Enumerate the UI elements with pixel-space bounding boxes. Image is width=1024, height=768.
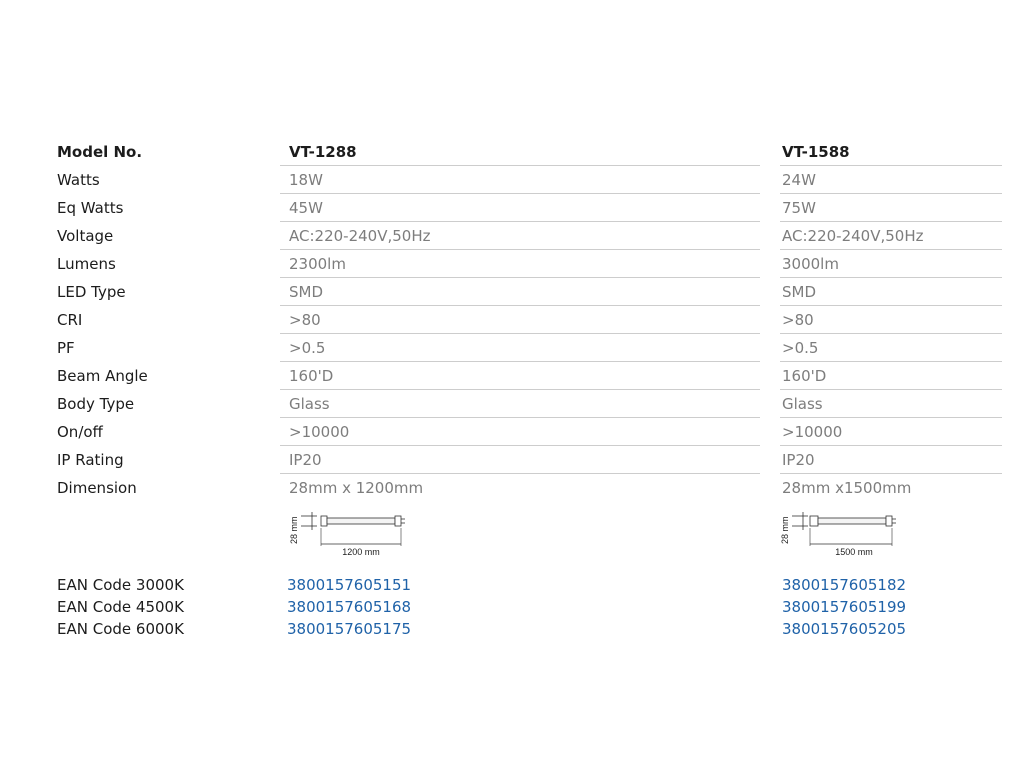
- row-value-1: 160'D: [289, 367, 334, 385]
- row-label: IP Rating: [57, 451, 124, 469]
- row-value-2: IP20: [782, 451, 815, 469]
- ean-label: EAN Code 6000K: [57, 620, 184, 638]
- row-label: PF: [57, 339, 75, 357]
- header-model-1: VT-1288: [289, 143, 357, 161]
- table-row: [0, 278, 1024, 306]
- diagram-length-label: 1200 mm: [342, 547, 380, 557]
- table-row: [0, 222, 1024, 250]
- table-row: [0, 362, 1024, 390]
- diagram-height-label: 28 mm: [289, 516, 299, 544]
- diagram-height-label: 28 mm: [780, 516, 790, 544]
- row-label: Eq Watts: [57, 199, 124, 217]
- ean-row: [0, 618, 1024, 640]
- row-value-1: IP20: [289, 451, 322, 469]
- ean-code-1: 3800157605151: [287, 576, 412, 594]
- diagram-length-label: 1500 mm: [835, 547, 873, 557]
- row-value-1: 18W: [289, 171, 323, 189]
- header-model-2: VT-1588: [782, 143, 850, 161]
- row-value-2: AC:220-240V,50Hz: [782, 227, 924, 245]
- row-label: LED Type: [57, 283, 126, 301]
- tube-dimension-diagram-2: [778, 508, 918, 558]
- row-value-2: SMD: [782, 283, 817, 301]
- table-header-row: [0, 138, 1024, 166]
- row-value-2: 160'D: [782, 367, 827, 385]
- table-row: [0, 194, 1024, 222]
- row-value-2: 3000lm: [782, 255, 839, 273]
- ean-code-2: 3800157605182: [782, 576, 907, 594]
- tube-end-cap: [395, 516, 401, 526]
- row-value-2: Glass: [782, 395, 823, 413]
- row-value-2: 24W: [782, 171, 816, 189]
- tube-dimension-diagram-1: [287, 508, 427, 558]
- ean-code-2: 3800157605199: [782, 598, 907, 616]
- row-label: Lumens: [57, 255, 116, 273]
- row-value-1: >10000: [289, 423, 350, 441]
- row-value-1: 28mm x 1200mm: [289, 479, 424, 497]
- tube-body: [818, 518, 886, 524]
- tube-end-cap: [321, 516, 327, 526]
- ean-code-1: 3800157605168: [287, 598, 412, 616]
- row-label: Voltage: [57, 227, 114, 245]
- row-value-1: >80: [289, 311, 321, 329]
- table-row: [0, 418, 1024, 446]
- row-value-2: >10000: [782, 423, 843, 441]
- row-value-2: 75W: [782, 199, 816, 217]
- table-row: [0, 390, 1024, 418]
- ean-code-1: 3800157605175: [287, 620, 412, 638]
- ean-label: EAN Code 3000K: [57, 576, 184, 594]
- table-row: [0, 250, 1024, 278]
- row-value-1: AC:220-240V,50Hz: [289, 227, 431, 245]
- row-value-2: >80: [782, 311, 814, 329]
- header-label: Model No.: [57, 143, 143, 161]
- row-label: On/off: [57, 423, 103, 441]
- ean-row: [0, 596, 1024, 618]
- tube-end-cap: [886, 516, 892, 526]
- row-value-1: 45W: [289, 199, 323, 217]
- ean-label: EAN Code 4500K: [57, 598, 184, 616]
- row-label: Dimension: [57, 479, 137, 497]
- row-label: Body Type: [57, 395, 135, 413]
- row-value-1: 2300lm: [289, 255, 346, 273]
- row-value-2: >0.5: [782, 339, 819, 357]
- row-value-1: Glass: [289, 395, 330, 413]
- row-label: CRI: [57, 311, 83, 329]
- row-label: Watts: [57, 171, 100, 189]
- table-row: [0, 474, 1024, 502]
- ean-row: [0, 574, 1024, 596]
- table-row: [0, 166, 1024, 194]
- row-value-2: 28mm x1500mm: [782, 479, 912, 497]
- table-row: [0, 306, 1024, 334]
- table-row: [0, 334, 1024, 362]
- ean-code-2: 3800157605205: [782, 620, 907, 638]
- tube-body: [327, 518, 395, 524]
- row-value-1: SMD: [289, 283, 324, 301]
- row-value-1: >0.5: [289, 339, 326, 357]
- table-row: [0, 446, 1024, 474]
- tube-end-cap: [810, 516, 818, 526]
- row-label: Beam Angle: [57, 367, 148, 385]
